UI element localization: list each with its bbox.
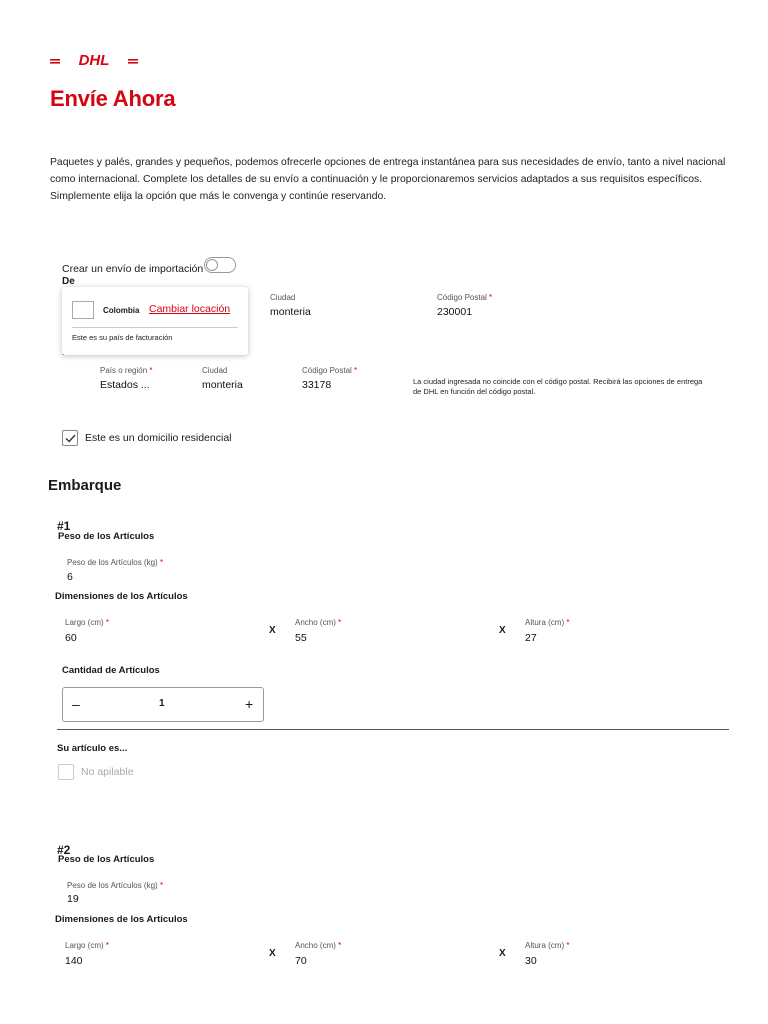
item-width-label: Ancho (cm) * [295,941,342,950]
shipment-heading: Embarque [48,477,122,494]
checkmark-icon [65,433,76,444]
divider [57,729,729,730]
item-height-input[interactable]: 27 [525,632,537,644]
import-toggle[interactable] [204,257,236,273]
item-height-input[interactable]: 30 [525,955,537,967]
from-postal-label: Código Postal * [437,293,493,302]
toggle-knob [206,259,218,271]
item-weight-input[interactable]: 19 [67,893,79,905]
item-length-label: Largo (cm) * [65,618,110,627]
change-location-link[interactable]: Cambiar locación [149,303,231,315]
dimension-separator: X [269,948,276,959]
residential-checkbox[interactable] [62,430,78,446]
item-weight-heading: Peso de los Artículos [58,531,155,542]
item-length-input[interactable]: 60 [65,632,77,644]
to-city-label: Ciudad [202,366,228,375]
postal-mismatch-warning: La ciudad ingresada no coincide con el código postal. Recibirá las opciones de entrega de DHL en función del código postal. [413,377,703,396]
item-dims-heading: Dimensiones de los Artículos [55,914,188,925]
dhl-logo-icon [50,50,138,70]
item-length-label: Largo (cm) * [65,941,110,950]
dimension-separator: X [499,948,506,959]
item-width-input[interactable]: 70 [295,955,307,967]
country-flag-icon [72,301,94,319]
from-city-label: Ciudad [270,293,296,302]
item-number: #2 [57,843,71,857]
item-height-label: Altura (cm) * [525,941,570,950]
item-type-heading: Su artículo es... [57,743,128,754]
item-weight-heading: Peso de los Artículos [58,854,155,865]
not-stackable-label: No apilable [81,766,134,778]
to-postal-input[interactable]: 33178 [302,379,332,391]
item-weight-input[interactable]: 6 [67,571,73,583]
item-width-input[interactable]: 55 [295,632,307,644]
item-dims-heading: Dimensiones de los Artículos [55,591,188,602]
item-weight-label: Peso de los Artículos (kg) * [67,558,164,567]
from-postal-input[interactable]: 230001 [437,306,473,318]
quantity-stepper [62,687,264,722]
from-label: De [62,276,75,287]
dhl-logo[interactable] [50,50,138,70]
item-height-label: Altura (cm) * [525,618,570,627]
billing-country-note: Este es su país de facturación [72,333,173,342]
svg-text:DHL: DHL [78,52,110,69]
page-title: Envíe Ahora [50,86,176,111]
item-number: #1 [57,519,71,533]
item-quantity-heading: Cantidad de Artículos [62,665,160,676]
to-city-input[interactable]: monteria [202,379,243,391]
quantity-decrement-button[interactable]: – [72,696,80,712]
import-toggle-label: Crear un envío de importación [62,263,204,275]
residential-label: Este es un domicilio residencial [85,432,232,444]
to-postal-label: Código Postal * [302,366,358,375]
intro-paragraph: Paquetes y palés, grandes y pequeños, podemos ofrecerle opciones de entrega instantánea para sus necesidades de envío, tanto a nivel nacional como internacional. Complete los detalles de su envío a continuación y le proporcionaremos servicios adaptados a sus requisitos específicos. Simplemente elija la opción que más le convenga y continúe reservando. [50,157,726,202]
item-length-input[interactable]: 140 [65,955,83,967]
to-country-label: País o región * [100,366,153,375]
dimension-separator: X [269,625,276,636]
popover-divider [72,327,238,328]
quantity-increment-button[interactable]: + [245,696,254,712]
country-popover [62,287,248,355]
from-city-input[interactable]: monteria [270,306,311,318]
item-weight-label: Peso de los Artículos (kg) * [67,881,164,890]
not-stackable-checkbox[interactable] [58,764,74,780]
to-country-select[interactable]: Estados ... [100,379,150,391]
popover-country: Colombia [103,306,140,315]
item-width-label: Ancho (cm) * [295,618,342,627]
quantity-value[interactable]: 1 [159,698,165,709]
dimension-separator: X [499,625,506,636]
